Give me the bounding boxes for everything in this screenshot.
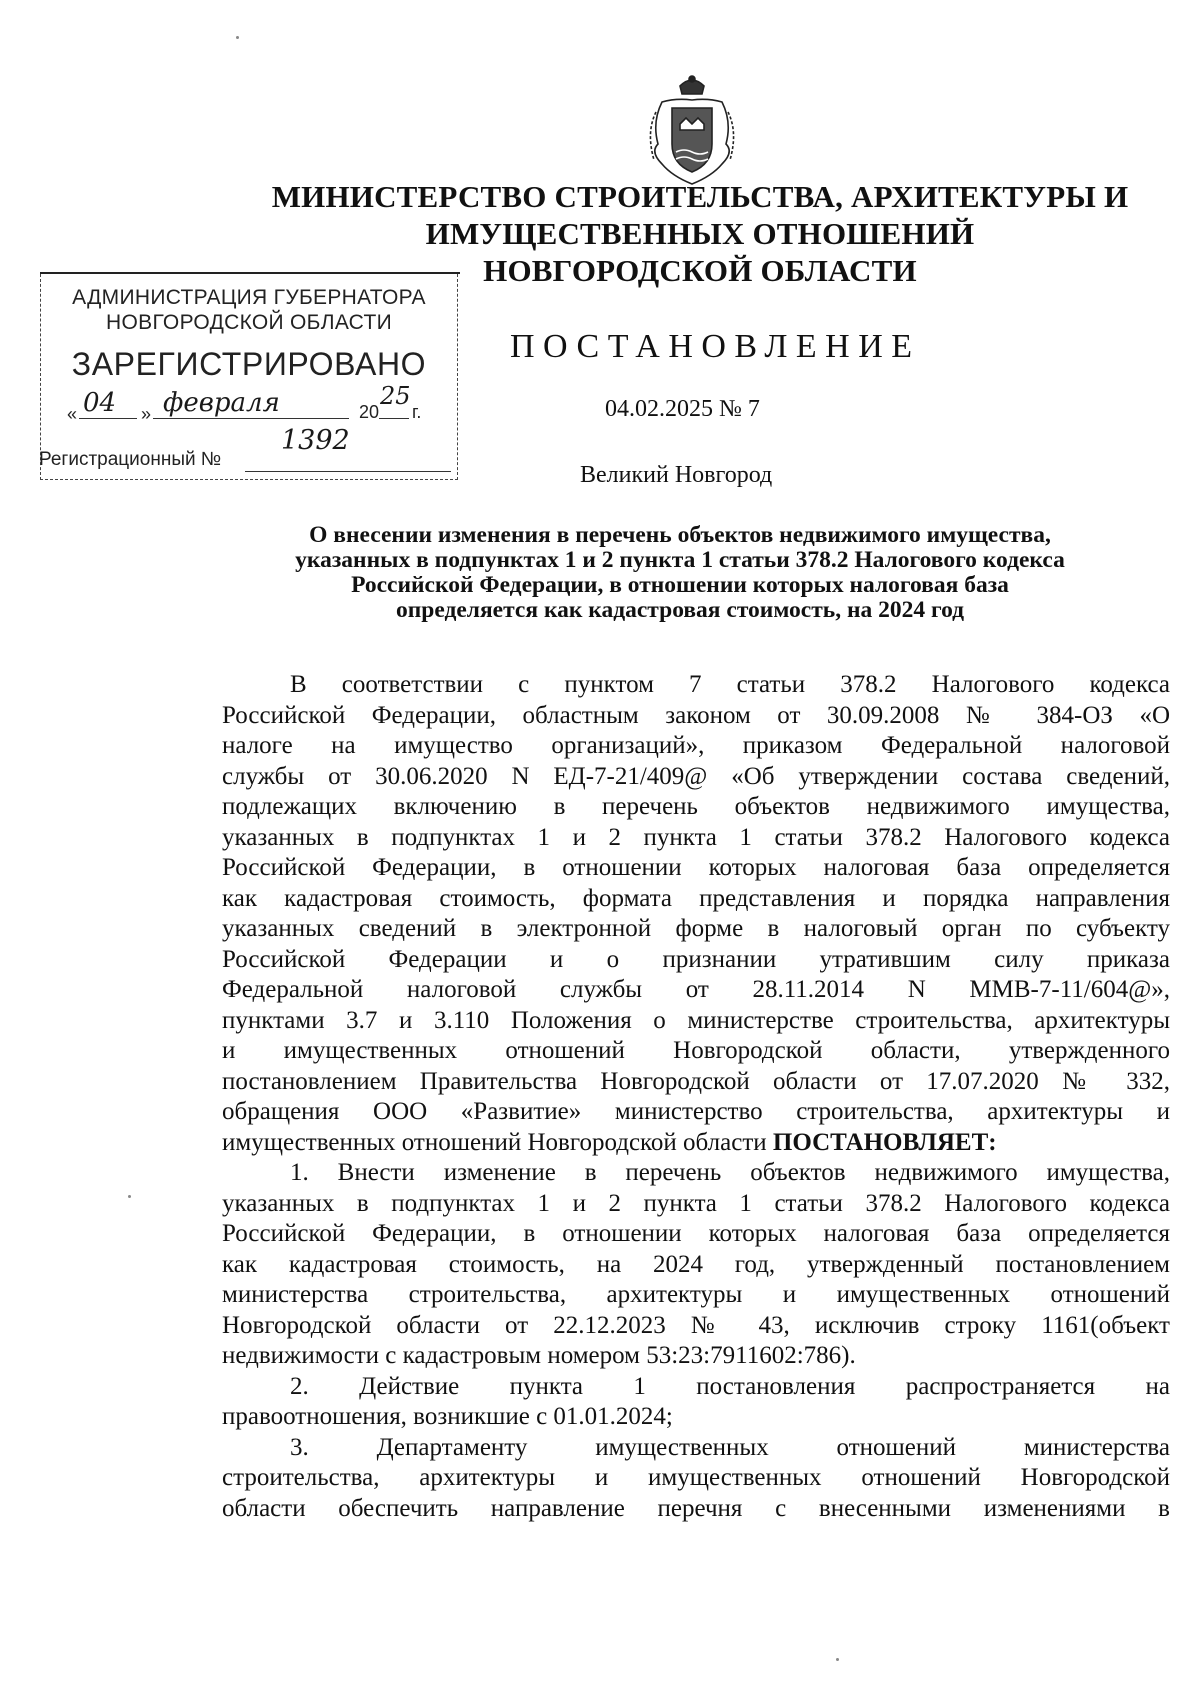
preamble-line: В соответствии с пунктом 7 статьи 378.2 Налогового кодекса [290, 671, 1170, 698]
stamp-year-handwritten: 25 [380, 382, 411, 410]
item-2-line: правоотношения, возникшие с 01.01.2024; [222, 1403, 673, 1430]
subject-line: О внесении изменения в перечень объектов недвижимого имущества, [309, 522, 1051, 548]
preamble-line: и имущественных отношений Новгородской области, утвержденного [222, 1037, 1170, 1064]
decree-word: ПОСТАНОВЛЯЕТ: [772, 1128, 997, 1156]
stamp-month-underline [153, 418, 349, 419]
stamp-registered: ЗАРЕГИСТРИРОВАНО [71, 346, 427, 382]
preamble-tail: имущественных отношений Новгородской области [222, 1128, 773, 1156]
preamble-line: Российской Федерации, областным законом от 30.09.2008 № 384-ОЗ «О [222, 701, 1170, 729]
stamp-quote-open: « [67, 404, 78, 424]
preamble-line: Российской Федерации, в отношении которых налоговая база определяется [222, 854, 1170, 881]
preamble-line: обращения ООО «Развитие» министерство строительства, архитектуры и [222, 1098, 1170, 1125]
stamp-line-region: НОВГОРОДСКОЙ ОБЛАСТИ [106, 311, 392, 334]
subject-line: указанных в подпунктах 1 и 2 пункта 1 статьи 378.2 Налогового кодекса [295, 547, 1065, 573]
registration-stamp [40, 274, 458, 480]
item-1-line: Российской Федерации, в отношении которых налоговая база определяется [222, 1220, 1170, 1247]
ministry-line-2: ИМУЩЕСТВЕННЫХ ОТНОШЕНИЙ [425, 216, 975, 251]
scan-speck [128, 1195, 131, 1198]
document-subject [210, 523, 1150, 623]
stamp-reg-label: Регистрационный № [39, 449, 222, 470]
coat-of-arms-emblem [642, 72, 742, 190]
item-1-line: указанных в подпунктах 1 и 2 пункта 1 статьи 378.2 Налогового кодекса [222, 1189, 1170, 1217]
document-body [222, 670, 1170, 1524]
preamble-line: постановлением Правительства Новгородской области от 17.07.2020 № 332, [222, 1067, 1170, 1095]
preamble-line: пунктами 3.7 и 3.110 Положения о министерстве строительства, архитектуры [222, 1006, 1170, 1034]
stamp-date-line [67, 382, 457, 432]
item-3-line: области обеспечить направление перечня с внесенными изменениями в [222, 1494, 1170, 1522]
stamp-year-underline [379, 418, 409, 419]
preamble-line: указанных сведений в электронной форме в налоговый орган по субъекту [222, 915, 1170, 942]
preamble-line: подлежащих включению в перечень объектов недвижимого имущества, [222, 793, 1170, 820]
stamp-reg-number-handwritten: 1392 [281, 425, 350, 456]
item-2-line: 2. Действие пункта 1 постановления распространяется на [290, 1372, 1170, 1400]
item-1-line: как кадастровая стоимость, на 2024 год, утвержденный постановлением [222, 1250, 1170, 1278]
subject-line: определяется как кадастровая стоимость, на 2024 год [395, 597, 965, 623]
item-1-line: недвижимости с кадастровым номером 53:23:7911602:786). [222, 1342, 856, 1369]
stamp-reg-underline [245, 471, 451, 472]
ministry-line-1: МИНИСТЕРСТВО СТРОИТЕЛЬСТВА, АРХИТЕКТУРЫ И [271, 179, 1129, 214]
stamp-line-administration: АДМИНИСТРАЦИЯ ГУБЕРНАТОРА [72, 286, 426, 309]
preamble-line: Федеральной налоговой службы от 28.11.2014 N ММВ-7-11/604@», [222, 976, 1170, 1003]
preamble-line: налоге на имущество организаций», приказом Федеральной налоговой [222, 732, 1170, 759]
preamble-line: службы от 30.06.2020 N ЕД-7-21/409@ «Об утверждении состава сведений, [222, 762, 1170, 790]
stamp-day-handwritten: 04 [83, 388, 117, 418]
item-3-line: 3. Департаменту имущественных отношений министерства [290, 1433, 1170, 1461]
stamp-year-prefix: 20 [359, 402, 380, 422]
scan-speck [236, 36, 239, 39]
scan-speck [836, 1658, 839, 1661]
stamp-registration-line [39, 425, 457, 475]
item-1-line: министерства строительства, архитектуры и имущественных отношений [222, 1281, 1170, 1308]
subject-line: Российской Федерации, в отношении которых налоговая база [351, 572, 1009, 598]
preamble-last-line [222, 1128, 1170, 1159]
stamp-year-unit: г. [412, 402, 422, 422]
stamp-month-handwritten: февраля [163, 388, 280, 418]
preamble-line: Российской Федерации и о признании утратившим силу приказа [222, 945, 1170, 973]
document-type: ПОСТАНОВЛЕНИЕ [510, 328, 921, 365]
stamp-day-underline [79, 418, 137, 419]
stamp-quote-close: » [141, 404, 152, 424]
preamble-line: указанных в подпунктах 1 и 2 пункта 1 статьи 378.2 Налогового кодекса [222, 823, 1170, 851]
ministry-line-3: НОВГОРОДСКОЙ ОБЛАСТИ [483, 253, 917, 288]
document-date-number: 04.02.2025 № 7 [605, 396, 760, 422]
item-1-line: 1. Внести изменение в перечень объектов недвижимого имущества, [290, 1159, 1170, 1186]
item-1-line: Новгородской области от 22.12.2023 № 43, исключив строку 1161(объект [222, 1311, 1170, 1339]
document-city: Великий Новгород [580, 462, 773, 488]
preamble-line: как кадастровая стоимость, формата представления и порядка направления [222, 884, 1170, 912]
item-3-line: строительства, архитектуры и имущественных отношений Новгородской [222, 1464, 1170, 1491]
